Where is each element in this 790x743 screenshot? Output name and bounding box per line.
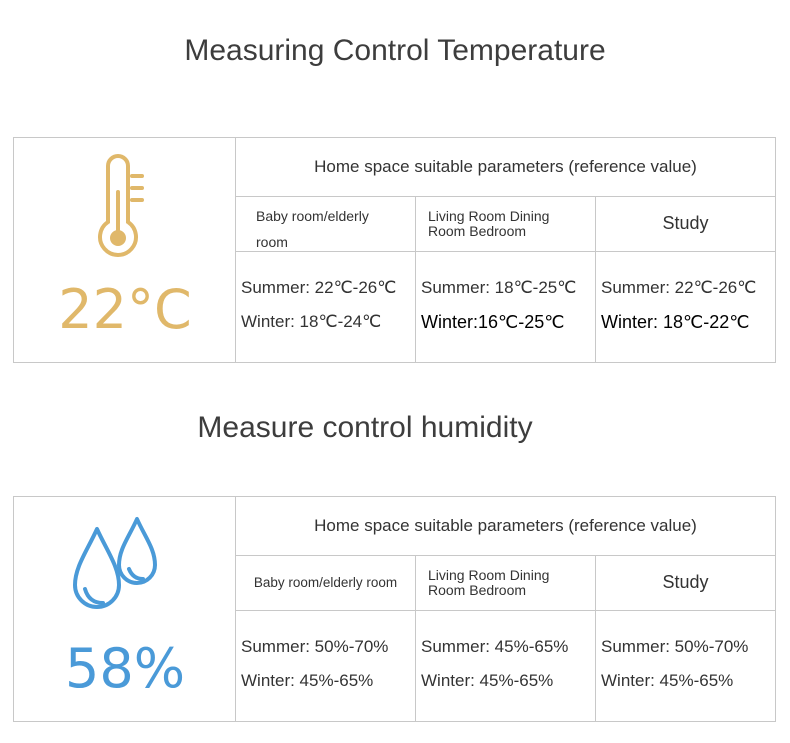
column-label: Baby room/elderly room: [253, 574, 398, 590]
summer-range: Summer: 22℃-26℃: [601, 278, 757, 297]
humidity-header: Home space suitable parameters (reference value): [236, 497, 775, 556]
winter-range: Winter:16℃-25℃: [421, 312, 565, 332]
column-label: Study: [662, 572, 709, 593]
column-label: Study: [662, 213, 709, 234]
column-label: Living Room Dining Room Bedroom: [428, 207, 550, 239]
summer-range: Summer: 45%-65%: [421, 637, 569, 656]
temperature-col-study: [596, 197, 775, 252]
temperature-table: [13, 137, 776, 363]
humidity-col-living: [416, 556, 596, 611]
humidity-values-study: [596, 611, 775, 721]
humidity-values-baby: [236, 611, 416, 721]
temperature-header: Home space suitable parameters (reference value): [236, 138, 775, 197]
water-drops-icon: [69, 515, 169, 625]
winter-range: Winter: 18℃-24℃: [241, 312, 382, 331]
summer-range: Summer: 50%-70%: [601, 637, 749, 656]
summer-range: Summer: 18℃-25℃: [421, 278, 577, 297]
column-label: Baby room/elderly room: [256, 208, 369, 250]
humidity-values-living: [416, 611, 596, 721]
humidity-value: 58%: [64, 637, 186, 700]
winter-range: Winter: 18℃-22℃: [601, 312, 750, 332]
humidity-col-study: [596, 556, 775, 611]
winter-range: Winter: 45%-65%: [421, 671, 554, 690]
temperature-values-living: [416, 252, 596, 362]
temperature-col-living: [416, 197, 596, 252]
summer-range: Summer: 22℃-26℃: [241, 278, 397, 297]
temperature-values-study: [596, 252, 775, 362]
temperature-value: 22°C: [58, 278, 192, 341]
temperature-indicator: [14, 138, 236, 362]
winter-range: Winter: 45%-65%: [241, 671, 374, 690]
humidity-col-baby: [236, 556, 416, 611]
column-label: Living Room Dining Room Bedroom: [428, 566, 550, 598]
temperature-values-baby: [236, 252, 416, 362]
thermometer-icon: [92, 152, 152, 272]
temperature-col-baby: [236, 197, 416, 252]
humidity-indicator: [14, 497, 236, 721]
summer-range: Summer: 50%-70%: [241, 637, 389, 656]
humidity-table: [13, 496, 776, 722]
humidity-title: Measure control humidity: [197, 411, 533, 444]
temperature-title: Measuring Control Temperature: [184, 34, 606, 67]
winter-range: Winter: 45%-65%: [601, 671, 734, 690]
